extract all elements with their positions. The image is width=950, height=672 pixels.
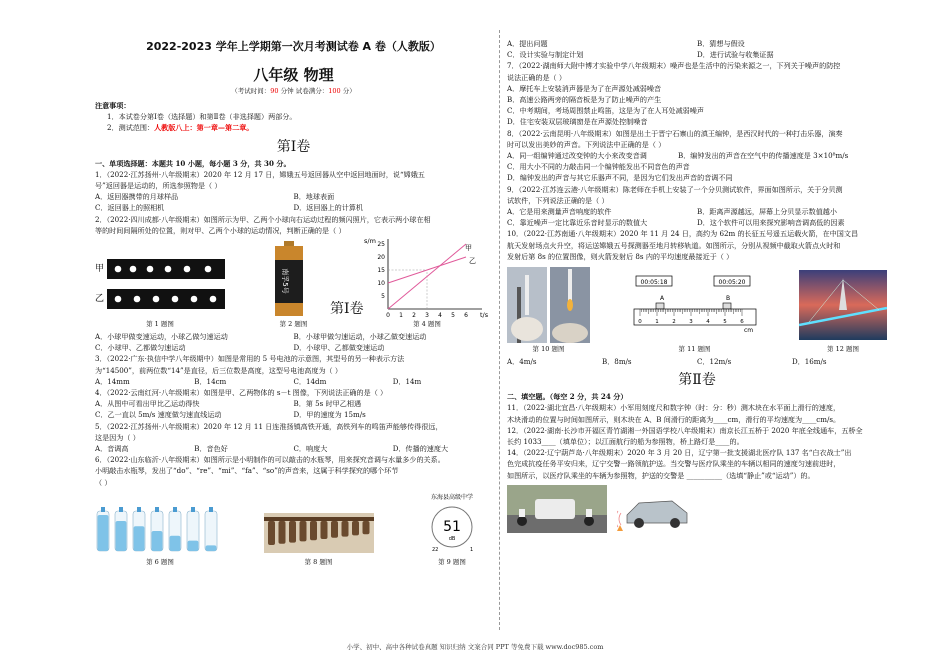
figure-row-1 (95, 236, 492, 322)
q7-option-b: B．高速公路两旁的隔音板是为了防止噪声的产生 (507, 95, 662, 105)
ball-yi-1 (115, 296, 122, 303)
bottle-cap (173, 507, 177, 512)
figure-captions-2 (95, 558, 492, 567)
caption-fig2: 第 2 题图 (279, 320, 308, 329)
q10-line3: 发射后第 8s 的位置图像，则火箭发射后 8s 内的平均速度最接近于（ ） (507, 251, 734, 261)
figure-1 (95, 249, 225, 322)
bell (341, 521, 348, 537)
strip-yi (107, 289, 225, 309)
ruler (634, 309, 756, 325)
bottle-cap (119, 507, 123, 512)
note-2-prefix: 2．测试范围： (107, 123, 155, 133)
bell (278, 521, 285, 544)
q5-options (95, 443, 492, 454)
bridge-photo (799, 270, 887, 340)
water-bottles-figure (95, 505, 225, 553)
q9-options-2 (507, 217, 887, 228)
question-10 (507, 228, 887, 262)
label-yi: 乙 (95, 293, 105, 304)
q4-options (95, 398, 492, 409)
q7-line1: 7．（2022·湖南师大附中博才实验中学八年级期末）噪声也是生活中的污染来源之一，下列关于噪声的防控 (507, 61, 841, 71)
question-7 (507, 60, 887, 127)
ball-yi-2 (134, 296, 141, 303)
q3-line2: 为“14500”，前两位数“14”是直径，后三位数是高度，这型号电池高度为（ ） (95, 365, 342, 375)
exam-time: 90 (270, 87, 279, 95)
q10-option-b: B．8m/s (602, 357, 632, 367)
ruler-tick-label: 6 (739, 318, 744, 325)
q2-option-d: D．小球甲、乙都做变速运动 (293, 343, 385, 353)
figure-2 (269, 241, 319, 322)
q2-option-a: A．小球甲做变速运动，小球乙做匀速运动 (95, 332, 228, 342)
rocket-ignition-photo (507, 267, 547, 343)
x-tick-label: 0 (386, 311, 390, 319)
figure-row-right (507, 265, 887, 343)
q1-options-2 (95, 202, 492, 213)
bus (535, 499, 575, 519)
page-footer: 小学、初中、高中各种试卷真题 知识归纳 文案合同 PPT 等免费下载 www.doc985.com (346, 643, 604, 651)
bell (299, 521, 306, 541)
q1-line2: 号”返回器是运动的，所选参照物是（ ） (95, 181, 222, 191)
ruler-tick-label: 3 (688, 318, 693, 325)
notes-heading: 注意事项： (95, 101, 131, 110)
q8-option-a: A．同一组编钟通过改变钟的大小来改变音调 (507, 151, 647, 161)
q4-option-b: B．第 5s 时甲乙相遇 (293, 399, 362, 409)
q1-options (95, 191, 492, 202)
y-tick-label: 10 (377, 279, 385, 287)
right-column (507, 38, 887, 533)
q10-line2: 航天发射场点火升空，将运送嫦娥五号探测器至地月转移轨道。如图所示，分别从视频中截取火箭点火时和 (507, 240, 841, 250)
bells-beam (264, 517, 374, 521)
meter-school: 东海县高级中学 (430, 493, 474, 501)
ruler-tick-label: 1 (654, 318, 659, 325)
y-axis-label: s/m (364, 236, 376, 245)
exam-info-suffix: 分） (340, 87, 356, 95)
series-label-jia: 甲 (465, 243, 472, 252)
police-escort-photo (507, 485, 607, 533)
x-tick-label: 5 (451, 311, 455, 319)
ball-yi-3 (153, 296, 160, 303)
q6-option-a: A．提出问题 (507, 39, 548, 48)
q13-line3: 如图所示，以医疗队乘坐的车辆为参照物，护送的交警是 __________（选填“静止”或“运动”）的。 (507, 470, 815, 480)
note-1: 1．本试卷分第Ⅰ卷（选择题）和第Ⅱ卷（非选择题）两部分。 (107, 112, 297, 122)
sound-wave-1 (619, 513, 621, 525)
caption-fig6: 第 6 题图 (146, 557, 174, 566)
question-11 (507, 402, 887, 424)
q6-line2: 小明敲击水瓶琴，发出了“do”、“re”、“mi”、“fa”、“so”的声音来，这属于科学探究的哪个环节 (95, 466, 399, 476)
q10-line1: 10．（2022·江苏南通·八年级期末）2020 年 11 月 24 日，高约为 62m 的长征五号遥五运载火箭，在中国文昌 (507, 229, 859, 239)
question-8 (507, 128, 887, 184)
figure-11 (630, 270, 760, 343)
q2-options (95, 331, 492, 342)
smoke-1 (511, 317, 543, 341)
timer-2-text: 00:05:20 (718, 278, 745, 286)
question-3 (95, 353, 492, 387)
q4-option-d: D．甲的速度为 15m/s (293, 410, 366, 420)
q12-line2: 长约 1033____（填单位）；以江面航行的船为参照物，桥上路灯是____的。 (507, 437, 744, 447)
bottle-cap (101, 507, 105, 512)
column-divider (499, 30, 500, 630)
caption-fig8: 第 8 题图 (304, 557, 333, 566)
q10-option-c: C．12m/s (697, 357, 732, 367)
subject-title: 八年级 物理 (253, 66, 334, 84)
car-wheel-2 (670, 518, 680, 528)
q3-line1: 3．（2022·广东·执信中学八年级期中）如图是常用的 5 号电池的示意图，其型号的另一种表示方法 (95, 354, 405, 364)
left-column (95, 30, 492, 569)
officer-1 (519, 509, 525, 517)
volume-1-overlay: 第Ⅰ卷 (330, 301, 364, 317)
ruler-tick-label: 4 (705, 318, 710, 325)
motorcycle-1 (517, 516, 527, 526)
rocket-1 (525, 275, 529, 315)
q8-option-c: C．用大小不同的力敲击同一个编钟能发出不同音色的声音 (507, 162, 690, 172)
question-12 (507, 425, 887, 447)
bottle-cap (191, 507, 195, 512)
q8-options (507, 150, 887, 161)
q13-line1: 14．（2022·辽宁葫芦岛·八年级期末）2020 年 3 月 20 日，辽宁第一批支援湖北医疗队 137 名“白衣战士”出 (507, 448, 852, 458)
q8-line1: 8．（2022·云南昆明·八年级期末）如图是出土于晋宁石寨山的滇王编钟，是西汉时代的一种打击乐器，演奏 (507, 128, 843, 138)
figure-6 (95, 505, 225, 556)
ball-yi-6 (210, 296, 217, 303)
note-2 (95, 122, 492, 133)
ball-jia-2 (130, 266, 137, 273)
rocket-8s-photo (550, 267, 590, 343)
figure-12 (799, 270, 887, 343)
motorcycle-2 (584, 516, 594, 526)
q1-option-d: D．返回器上的计算机 (293, 203, 364, 213)
figure-row-13 (507, 485, 887, 533)
battery-figure (269, 241, 309, 319)
volume-1-heading: 第Ⅰ卷 (276, 138, 311, 155)
parking-sensor-figure (617, 485, 697, 533)
ruler-unit: cm (743, 326, 753, 334)
question-6 (95, 454, 492, 488)
figure-8 (264, 513, 374, 556)
ruler-tick-label: 2 (671, 318, 676, 325)
q10-option-d: D．16m/s (792, 357, 827, 367)
q9-option-b: B．距离声源越远，屏幕上分贝显示数值越小 (697, 207, 837, 217)
q5-option-d: D．传播的速度大 (392, 444, 449, 454)
q6-options-2 (507, 49, 887, 60)
q3-options (95, 376, 492, 387)
y-tick-label: 15 (377, 266, 385, 274)
bottle-water (152, 531, 163, 551)
q5-line2: 这是因为（ ） (95, 432, 140, 442)
ball-yi-4 (172, 296, 179, 303)
q5-option-b: B．音色好 (194, 444, 228, 454)
bottle-water (170, 535, 181, 550)
bell (352, 521, 359, 535)
bottle-cap (137, 507, 141, 512)
q6-options (507, 38, 887, 49)
mark-b: B (725, 294, 730, 302)
x-tick-label: 4 (438, 311, 442, 319)
question-5 (95, 421, 492, 455)
figure-4 (362, 237, 492, 322)
q5-option-c: C．响度大 (293, 444, 328, 454)
bell (310, 521, 317, 540)
series-jia-line (388, 244, 466, 309)
q10-option-a: A．4m/s (507, 357, 537, 367)
y-tick-label: 20 (377, 253, 385, 261)
bottle-water (134, 526, 145, 551)
x-tick-label: 6 (464, 311, 468, 319)
caption-fig10: 第 10 题图 (532, 345, 565, 354)
figure-captions-right (507, 345, 887, 354)
q3-option-a: A．14mm (95, 376, 130, 386)
series-label-yi: 乙 (469, 256, 476, 265)
ball-jia-1 (115, 266, 122, 273)
rocket-2 (568, 269, 572, 301)
battery-top-band (275, 246, 303, 260)
bell (268, 521, 275, 545)
q9-option-c: C．靠近噪声一定比靠近乐音时显示的数值大 (507, 218, 648, 228)
q4-option-a: A．从图中可看出甲比乙运动得快 (95, 399, 200, 409)
q9-line1: 9．（2022·江苏连云港·八年级期末）陈老师在手机上安装了一个分贝测试软件，界面如图所示，关于分贝测 (507, 184, 843, 194)
st-graph (362, 237, 492, 319)
q1-line1: 1．（2022·江苏扬州·八年级期末）2020 年 12 月 17 日，嫦娥五号返回器从空中返回地面时，说“嫦娥五 (95, 169, 425, 179)
q3-option-d: D．14m (392, 376, 422, 386)
question-9 (507, 184, 887, 229)
q8-option-d: D．编钟发出的声音与其它乐器声不同，是因为它们发出声音的音调不同 (507, 173, 733, 183)
q8-option-b: B．编钟发出的声音在空气中的传播速度是 3×10⁸m/s (678, 151, 849, 161)
sound-wave-2 (617, 511, 618, 527)
bottle-water (188, 540, 199, 550)
figure-10 (507, 267, 590, 343)
meter-scale-right: 1 (470, 546, 474, 553)
question-13 (507, 447, 887, 481)
battery-cap (284, 241, 294, 246)
x-axis-label: t/s (480, 310, 489, 319)
q6-option-b: B．猜想与假设 (697, 39, 745, 48)
q2-option-c: C．小球甲、乙都做匀速运动 (95, 343, 186, 353)
bell (289, 521, 296, 543)
q4-option-c: C．乙一直以 5m/s 速度做匀速直线运动 (95, 410, 222, 420)
q6-line3: （ ） (95, 477, 112, 487)
volume-2-heading: 第Ⅱ卷 (678, 372, 716, 389)
q3-option-c: C．14dm (293, 376, 327, 386)
bell (331, 521, 338, 538)
section-2-heading: 二、填空题。（每空 2 分，共 24 分） (507, 392, 628, 402)
car-wheel-1 (634, 518, 644, 528)
bottle-water (116, 521, 127, 551)
decibel-meter-figure (412, 491, 492, 553)
q4-line1: 4．（2022·云南红河·八年级期末）如图是甲、乙两物体的 s－t 图像，下列说法正确的是（ ） (95, 388, 388, 398)
caption-fig9: 第 9 题图 (438, 557, 466, 566)
meter-scale-left: 22 (432, 546, 439, 553)
q2-line2: 等的时间间隔所处的位置，则对甲、乙两个小球的运动情况，判断正确的是（ ） (95, 225, 346, 235)
bell (362, 521, 369, 534)
bottle-cap (155, 507, 159, 512)
q2-options-2 (95, 342, 492, 353)
q6-option-c: C．设计实验与制定计划 (507, 50, 584, 60)
smoke-2 (552, 323, 588, 343)
x-tick-label: 3 (425, 311, 429, 319)
exam-title: 2022-2023 学年上学期第一次月考测试卷 A 卷（人教版） (146, 40, 441, 53)
exam-info (95, 86, 492, 96)
bottle-water (206, 545, 217, 551)
q1-option-c: C．返回器上的照相机 (95, 203, 165, 213)
exam-info-mid: 分钟 试卷满分： (278, 87, 329, 95)
q9-options (507, 206, 887, 217)
ball-jia-3 (147, 266, 154, 273)
y-tick-label: 25 (377, 240, 385, 248)
q1-option-a: A．返回器携带的月球样品 (95, 192, 179, 202)
q11-line1: 11．（2022·湖北宜昌·八年级期末）小军用刻度尺和数字钟（时：分：秒）测木块在水平面上滑行的速度， (507, 403, 841, 413)
figure-9 (412, 491, 492, 556)
q7-option-d: D．住宅安装双层玻璃窗是在声源处控制噪音 (507, 117, 648, 127)
mark-a: A (659, 294, 664, 302)
q9-option-a: A．它是用来测量声音响度的软件 (507, 207, 612, 217)
q2-option-b: B．小球甲做匀速运动，小球乙做变速运动 (293, 332, 427, 342)
bottle-water (98, 515, 109, 551)
ruler-timer-figure (630, 270, 760, 340)
q7-line2: 说法正确的是（ ） (507, 72, 567, 82)
exam-info-prefix: （考试时间： (231, 87, 271, 95)
q8-line2: 时可以发出美妙的声音。下列说法中正确的是（ ） (507, 139, 666, 149)
question-1 (95, 169, 492, 214)
bottle-cap (209, 507, 213, 512)
ball-jia-5 (184, 266, 191, 273)
figure-row-2 (95, 490, 492, 556)
caption-fig11: 第 11 题图 (678, 345, 711, 354)
flame-2 (567, 299, 573, 311)
block-b (723, 303, 731, 309)
q11-line2: 木块滑动的位置与时间如图所示，则木块在 A、B 间滑行的距离为____cm，滑行的平均速度为____cm/s。 (507, 414, 841, 424)
caption-fig4: 第 4 题图 (413, 320, 441, 329)
label-jia: 甲 (95, 263, 105, 274)
q6-option-d: D．进行试验与收集证据 (697, 50, 774, 60)
ruler-tick-label: 5 (722, 318, 727, 325)
strobe-photo-figure (95, 249, 225, 319)
bronze-bells-figure (264, 513, 374, 553)
x-tick-label: 1 (399, 311, 403, 319)
q6-line1: 6．（2022·山东临沂·八年级期末）如图所示是小明制作的可以敲击的水瓶琴，用来探究音调与水量多少的关系。 (95, 455, 445, 465)
ball-jia-4 (165, 266, 172, 273)
ball-yi-5 (191, 296, 198, 303)
question-4 (95, 387, 492, 421)
ball-jia-6 (205, 266, 212, 273)
traffic-cone (617, 525, 623, 531)
q1-option-b: B．地球表面 (293, 192, 335, 202)
caption-fig12: 第 12 题图 (827, 345, 859, 354)
q5-option-a: A．音调高 (95, 444, 129, 454)
battery-bottom-band (275, 303, 303, 316)
bell (320, 521, 327, 539)
bottle (205, 511, 217, 551)
section-1-heading: 一、单项选择题：本题共 10 小题，每小题 3 分，共 30 分。 (95, 158, 291, 168)
question-2 (95, 214, 492, 236)
q3-option-b: B．14cm (194, 376, 227, 386)
battery-label: 南孚5号 (280, 268, 289, 294)
q9-line2: 试软件，下列说法正确的是（ ） (507, 195, 609, 205)
exam-score: 100 (328, 87, 341, 95)
q7-option-a: A．摩托车上安装消声器是为了在声源处减弱噪音 (507, 83, 662, 93)
q10-options (507, 356, 887, 367)
y-tick-label: 5 (381, 292, 385, 300)
q2-line1: 2．（2022·四川成都·八年级期末）如图所示为甲、乙两个小球向右运动过程的频闪照片，它表示两小球在相 (95, 214, 431, 224)
meter-value: 51 (443, 518, 461, 535)
timer-1-text: 00:05:18 (640, 278, 667, 286)
q13-line2: 色完成抗疫任务平安归来，辽宁交警一路领航护送。当交警与医疗队乘坐的车辆以相同的速度匀速前进时， (507, 459, 841, 469)
q5-line1: 5．（2022·江苏扬州·八年级期末）2020 年 12 月 11 日连淮扬镇高铁开通，高铁列车的鸣笛声能够传得很远， (95, 421, 443, 431)
test-range: 人教版八上：第一章—第二章。 (154, 123, 254, 133)
block-a (656, 303, 664, 309)
q9-option-d: D．这个软件可以用来探究影响音调高低的因素 (697, 218, 845, 228)
caption-fig1: 第 1 题图 (146, 320, 174, 329)
ruler-tick-label: 0 (637, 318, 642, 325)
officer-2 (586, 509, 592, 517)
q4-options-2 (95, 409, 492, 420)
q7-option-c: C．中考期间，考场周围禁止鸣笛，这是为了在人耳处减弱噪声 (507, 106, 704, 116)
x-tick-label: 2 (412, 311, 416, 319)
q12-line1: 12．（2022·湖南·长沙市开福区青竹湖湘一外国语学校八年级期末）南京长江五桥于 2020 年底全线通车，五桥全 (507, 425, 863, 435)
meter-unit: dB (448, 535, 456, 542)
